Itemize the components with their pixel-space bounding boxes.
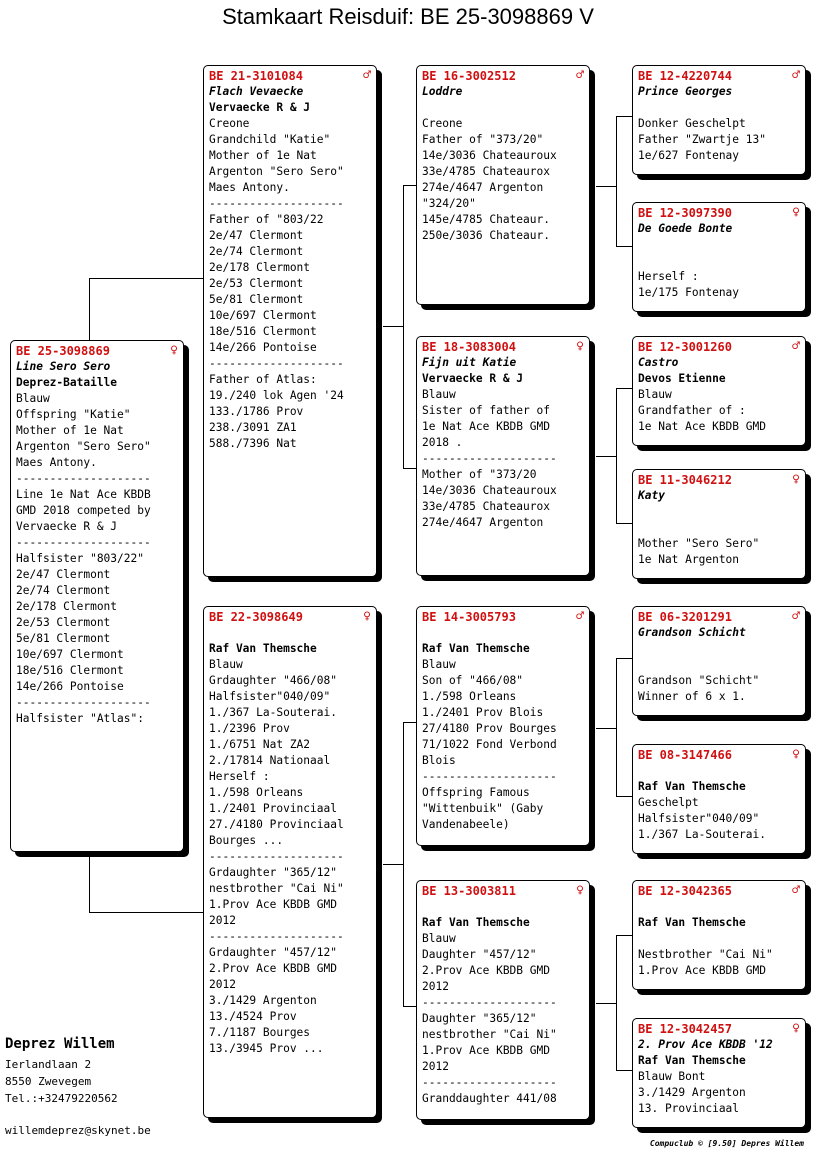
card-line: Devos Etienne	[638, 372, 726, 385]
sex-icon: ♀	[792, 472, 800, 487]
connector	[596, 1003, 616, 1004]
card-line: Donker Geschelpt	[638, 117, 746, 130]
card-line: Argenton "Sero Sero"	[209, 165, 344, 178]
pigeon-card-paternal-grandfather[interactable]	[416, 65, 590, 305]
sex-icon: ♂	[792, 883, 800, 898]
card-line: Grandson "Schicht"	[638, 674, 760, 687]
card-line: 13./3945 Prov ...	[209, 1042, 324, 1055]
card-line: Blauw	[422, 932, 456, 945]
page-title: Stamkaart Reisduif: BE 25-3098869 V	[222, 4, 594, 29]
card-line: 133./1786 Prov	[209, 405, 304, 418]
card-line	[422, 625, 584, 641]
card-line: "Wittenbuik" (Gaby	[422, 802, 544, 815]
card-line: 14e/266 Pontoise	[16, 680, 124, 693]
card-line: 10e/697 Clermont	[209, 309, 317, 322]
card-line: Father "Zwartje 13"	[638, 133, 766, 146]
sex-icon: ♂	[792, 339, 800, 354]
connector	[616, 388, 632, 389]
card-line: 2. Prov Ace KBDB '12	[638, 1038, 773, 1051]
card-line: Father of "373/20"	[422, 133, 544, 146]
connector	[616, 935, 632, 936]
card-line: 14e/266 Pontoise	[209, 341, 317, 354]
owner-phone: Tel.:+32479220562	[5, 1092, 118, 1105]
card-line: Blois	[422, 754, 456, 767]
card-line: 2e/47 Clermont	[209, 229, 304, 242]
card-line: 33e/4785 Chateaurox	[422, 500, 550, 513]
card-line: Raf Van Themsche	[638, 780, 746, 793]
card-line: 13. Provinciaal	[638, 1102, 740, 1115]
card-line: Creone	[422, 117, 463, 130]
ring-number: BE 12-4220744	[638, 69, 732, 83]
card-line: Halfsister "803/22"	[16, 552, 144, 565]
card-line: 1e Nat Ace KBDB GMD	[638, 420, 766, 433]
card-line: 13./4524 Prov	[209, 1010, 297, 1023]
sex-icon: ♀	[170, 343, 178, 358]
card-line: 5e/81 Clermont	[209, 293, 304, 306]
card-line: 588./7396 Nat	[209, 437, 297, 450]
card-line: 1./367 La-Souterai.	[209, 706, 337, 719]
card-line: 2e/178 Clermont	[209, 261, 311, 274]
sex-icon: ♂	[792, 68, 800, 83]
card-line: 1./2401 Prov Blois	[422, 706, 544, 719]
ring-number: BE 14-3005793	[422, 610, 516, 624]
pigeon-card-ggp-mf-mother[interactable]	[632, 744, 806, 854]
connector	[616, 116, 632, 117]
card-line: 1./2396 Prov	[209, 722, 290, 735]
card-line: Son of "466/08"	[422, 674, 524, 687]
ring-number: BE 12-3097390	[638, 206, 732, 220]
card-line: --------------------	[209, 197, 344, 210]
card-line: Grandchild "Katie"	[209, 133, 331, 146]
card-line: 250e/3036 Chateaur.	[422, 229, 550, 242]
card-line: Grdaughter "466/08"	[209, 674, 337, 687]
card-line: Halfsister"040/09"	[209, 690, 331, 703]
ring-number: BE 25-3098869	[16, 344, 110, 358]
card-line	[638, 931, 800, 947]
connector	[403, 1006, 417, 1007]
connector	[403, 185, 417, 186]
card-line: 1e/175 Fontenay	[638, 286, 740, 299]
connector	[89, 278, 90, 340]
card-line: 2e/47 Clermont	[16, 568, 111, 581]
card-line: 3./1429 Argenton	[638, 1086, 746, 1099]
card-line: Winner of 6 x 1.	[638, 690, 746, 703]
card-line: Nestbrother "Cai Ni"	[638, 948, 773, 961]
connector	[383, 326, 403, 327]
card-line: Father of Atlas:	[209, 373, 317, 386]
sex-icon: ♀	[363, 609, 371, 624]
pigeon-card-paternal-grandmother[interactable]	[416, 336, 590, 576]
card-line: Creone	[209, 117, 250, 130]
ring-number: BE 12-3001260	[638, 340, 732, 354]
connector	[616, 1070, 632, 1071]
card-line: Offspring Famous	[422, 786, 530, 799]
card-line	[638, 641, 800, 657]
card-line: Flach Vevaecke	[209, 85, 304, 98]
card-line: 2./17814 Nationaal	[209, 754, 331, 767]
card-line: Sister of father of	[422, 404, 550, 417]
ring-number: BE 12-3042457	[638, 1022, 732, 1036]
card-line: --------------------	[16, 472, 151, 485]
card-line: --------------------	[209, 850, 344, 863]
card-line: nestbrother "Cai Ni"	[422, 1028, 557, 1041]
card-line: 1./6751 Nat ZA2	[209, 738, 311, 751]
pigeon-card-ggp-mm-father[interactable]	[632, 880, 806, 990]
card-line	[422, 100, 584, 116]
card-line: 274e/4647 Argenton	[422, 516, 544, 529]
card-line	[638, 899, 800, 915]
card-line: 18e/516 Clermont	[16, 664, 124, 677]
connector	[616, 523, 632, 524]
card-line: Offspring "Katie"	[16, 408, 131, 421]
card-line: 18e/516 Clermont	[209, 325, 317, 338]
card-line: 2012	[422, 980, 449, 993]
card-line: Vervaecke R & J	[422, 372, 524, 385]
owner-name: Deprez Willem	[5, 1036, 115, 1052]
card-line: Blauw	[638, 388, 672, 401]
card-line: Father of "803/22	[209, 213, 324, 226]
card-line: Blauw	[209, 658, 243, 671]
connector	[616, 658, 632, 659]
card-line: 2012	[422, 1060, 449, 1073]
card-line: Herself :	[638, 270, 699, 283]
card-line: Mother of 1e Nat	[209, 149, 317, 162]
card-header	[422, 609, 584, 625]
connector	[616, 796, 632, 797]
sex-icon: ♂	[576, 68, 584, 83]
connector	[596, 186, 616, 187]
card-line: Katy	[638, 489, 665, 502]
card-line: Blauw	[16, 392, 50, 405]
ring-number: BE 18-3083004	[422, 340, 516, 354]
card-line: Raf Van Themsche	[422, 916, 530, 929]
card-line: 3./1429 Argenton	[209, 994, 317, 1007]
card-line: --------------------	[209, 357, 344, 370]
pigeon-card-ggp-ff-father[interactable]	[632, 65, 806, 175]
card-line: 7./1187 Bourges	[209, 1026, 311, 1039]
card-line: 1.Prov Ace KBDB GMD	[422, 1044, 550, 1057]
pigeon-card-maternal-grandfather[interactable]	[416, 606, 590, 846]
card-header	[638, 68, 800, 84]
pigeon-card-subject[interactable]	[10, 340, 184, 852]
card-line: Daughter "365/12"	[422, 1012, 537, 1025]
card-line: Line 1e Nat Ace KBDB	[16, 488, 151, 501]
card-line: Mother "Sero Sero"	[638, 537, 760, 550]
pigeon-card-ggp-mf-father[interactable]	[632, 606, 806, 716]
card-line: 238./3091 ZA1	[209, 421, 297, 434]
connector	[596, 728, 616, 729]
card-line: 1e Nat Ace KBDB GMD	[422, 420, 550, 433]
card-line: De Goede Bonte	[638, 222, 733, 235]
ring-number: BE 21-3101084	[209, 69, 303, 83]
card-line: 2e/74 Clermont	[16, 584, 111, 597]
card-line: 2e/178 Clermont	[16, 600, 118, 613]
card-line: "324/20"	[422, 197, 476, 210]
connector	[403, 468, 417, 469]
card-line: Daughter "457/12"	[422, 948, 537, 961]
card-line: 27./4180 Provinciaal	[209, 818, 344, 831]
card-line: Line Sero Sero	[16, 360, 111, 373]
ring-number: BE 06-3201291	[638, 610, 732, 624]
card-line: --------------------	[209, 930, 344, 943]
card-line: --------------------	[422, 1076, 557, 1089]
card-header	[638, 472, 800, 488]
card-line: Grdaughter "365/12"	[209, 866, 337, 879]
card-line: --------------------	[422, 770, 557, 783]
connector	[89, 852, 90, 912]
card-line	[638, 763, 800, 779]
card-line: 2e/74 Clermont	[209, 245, 304, 258]
card-line: Loddre	[422, 85, 463, 98]
card-line: Halfsister "Atlas":	[16, 712, 144, 725]
card-line	[638, 504, 800, 520]
card-header	[638, 883, 800, 899]
connector	[616, 658, 617, 796]
card-line: GMD 2018 competed by	[16, 504, 151, 517]
pigeon-card-ggp-fm-mother[interactable]	[632, 469, 806, 579]
card-header	[422, 68, 584, 84]
card-header	[209, 68, 371, 84]
card-line: 1./367 La-Souterai.	[638, 828, 766, 841]
connector	[383, 864, 403, 865]
connector	[616, 388, 617, 523]
card-header	[638, 339, 800, 355]
sex-icon: ♀	[792, 205, 800, 220]
card-line: 14e/3036 Chateauroux	[422, 484, 557, 497]
card-line	[638, 520, 800, 536]
connector	[89, 278, 205, 279]
card-line: Deprez-Bataille	[16, 376, 118, 389]
connector	[89, 912, 205, 913]
card-line	[638, 100, 800, 116]
card-header	[638, 205, 800, 221]
card-header	[209, 609, 371, 625]
sex-icon: ♂	[792, 609, 800, 624]
card-line: Grandson Schicht	[638, 626, 746, 639]
card-line: 1./598 Orleans	[422, 690, 517, 703]
sex-icon: ♀	[792, 747, 800, 762]
card-line: nestbrother "Cai Ni"	[209, 882, 344, 895]
card-line: Raf Van Themsche	[638, 916, 746, 929]
footer-credit: Compuclub © [9.50] Depres Willem	[649, 1139, 804, 1148]
card-line: 10e/697 Clermont	[16, 648, 124, 661]
card-line: 274e/4647 Argenton	[422, 181, 544, 194]
sex-icon: ♀	[576, 339, 584, 354]
card-line: Raf Van Themsche	[209, 642, 317, 655]
card-line: 14e/3036 Chateauroux	[422, 149, 557, 162]
card-line: 2e/53 Clermont	[16, 616, 111, 629]
pigeon-card-ggp-mm-mother[interactable]	[632, 1018, 806, 1128]
ring-number: BE 13-3003811	[422, 884, 516, 898]
pigeon-card-ggp-fm-father[interactable]	[632, 336, 806, 446]
card-line: 1e Nat Argenton	[638, 553, 740, 566]
card-line: 5e/81 Clermont	[16, 632, 111, 645]
connector	[616, 935, 617, 1070]
card-line: Prince Georges	[638, 85, 733, 98]
card-line: Fijn uit Katie	[422, 356, 517, 369]
card-header	[638, 609, 800, 625]
pigeon-card-maternal-grandmother[interactable]	[416, 880, 590, 1120]
card-line: Raf Van Themsche	[638, 1054, 746, 1067]
card-line	[422, 899, 584, 915]
connector	[403, 185, 404, 468]
card-line: Blauw	[422, 388, 456, 401]
card-line: Geschelpt	[638, 796, 699, 809]
card-line: Bourges ...	[209, 834, 284, 847]
card-line	[638, 237, 800, 253]
card-line: 2.Prov Ace KBDB GMD	[209, 962, 337, 975]
card-line: Granddaughter 441/08	[422, 1092, 557, 1105]
card-line: Vervaecke R & J	[16, 520, 118, 533]
card-line: Raf Van Themsche	[422, 642, 530, 655]
card-header	[16, 343, 178, 359]
pigeon-card-father[interactable]	[203, 65, 377, 577]
card-line: --------------------	[422, 996, 557, 1009]
card-header	[638, 1021, 800, 1037]
card-line: --------------------	[16, 696, 151, 709]
card-header	[638, 747, 800, 763]
card-line: 33e/4785 Chateaurox	[422, 165, 550, 178]
card-line: Herself :	[209, 770, 270, 783]
card-line: 2018 .	[422, 436, 463, 449]
card-line: Grdaughter "457/12"	[209, 946, 337, 959]
connector	[616, 116, 617, 246]
card-line: Maes Antony.	[16, 456, 97, 469]
card-line: Grandfather of :	[638, 404, 746, 417]
card-line: Castro	[638, 356, 679, 369]
card-line: 2.Prov Ace KBDB GMD	[422, 964, 550, 977]
card-line: 19./240 lok Agen '24	[209, 389, 344, 402]
card-line: Vandenabeele)	[422, 818, 510, 831]
sex-icon: ♂	[576, 609, 584, 624]
card-line: Blauw Bont	[638, 1070, 706, 1083]
card-header	[422, 883, 584, 899]
card-line: 2012	[209, 914, 236, 927]
ring-number: BE 11-3046212	[638, 473, 732, 487]
owner-city: 8550 Zwevegem	[5, 1075, 92, 1088]
connector	[403, 722, 417, 723]
ring-number: BE 12-3042365	[638, 884, 732, 898]
card-line: 1e/627 Fontenay	[638, 149, 740, 162]
card-line: 2e/53 Clermont	[209, 277, 304, 290]
card-line: 1.Prov Ace KBDB GMD	[638, 964, 766, 977]
sex-icon: ♂	[363, 68, 371, 83]
sex-icon: ♀	[792, 1021, 800, 1036]
card-line	[209, 625, 371, 641]
card-line: 2012	[209, 978, 236, 991]
connector	[403, 722, 404, 1006]
ring-number: BE 22-3098649	[209, 610, 303, 624]
card-line	[638, 657, 800, 673]
card-line: 1./598 Orleans	[209, 786, 304, 799]
pigeon-card-mother[interactable]	[203, 606, 377, 1118]
connector	[596, 456, 616, 457]
card-line	[638, 253, 800, 269]
sex-icon: ♀	[576, 883, 584, 898]
card-header	[422, 339, 584, 355]
card-line: Argenton "Sero Sero"	[16, 440, 151, 453]
card-line: --------------------	[422, 452, 557, 465]
card-line: Mother of 1e Nat	[16, 424, 124, 437]
card-line: 27/4180 Prov Bourges	[422, 722, 557, 735]
card-line: --------------------	[16, 536, 151, 549]
card-line: Mother of "373/20	[422, 468, 537, 481]
ring-number: BE 16-3002512	[422, 69, 516, 83]
ring-number: BE 08-3147466	[638, 748, 732, 762]
card-line: 71/1022 Fond Verbond	[422, 738, 557, 751]
card-line: Vervaecke R & J	[209, 101, 311, 114]
owner-block	[5, 1034, 118, 1107]
card-line: Blauw	[422, 658, 456, 671]
card-line: 1.Prov Ace KBDB GMD	[209, 898, 337, 911]
owner-email[interactable]: willemdeprez@skynet.be	[5, 1124, 151, 1137]
card-line: Maes Antony.	[209, 181, 290, 194]
owner-street: Ierlandlaan 2	[5, 1058, 92, 1071]
card-line: 145e/4785 Chateaur.	[422, 213, 550, 226]
pigeon-card-ggp-ff-mother[interactable]	[632, 202, 806, 312]
connector	[616, 246, 632, 247]
card-line: Halfsister"040/09"	[638, 812, 760, 825]
card-line: 1./2401 Provinciaal	[209, 802, 337, 815]
